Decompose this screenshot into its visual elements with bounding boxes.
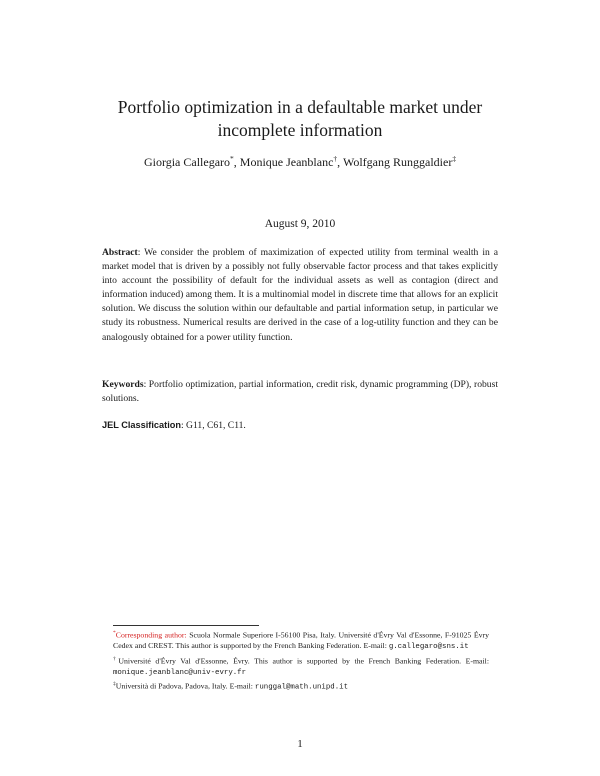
- email-link[interactable]: runggal@math.unipd.it: [254, 683, 349, 692]
- author-footnote-mark[interactable]: †: [333, 154, 338, 163]
- footnotes: [113, 628, 489, 694]
- title-line-2: incomplete information: [217, 120, 383, 140]
- keywords-paragraph: [102, 378, 498, 406]
- footnote-mark: †: [113, 655, 119, 662]
- author-footnote-mark[interactable]: ‡: [452, 154, 457, 163]
- footnote-2: [113, 654, 489, 679]
- jel-text: : G11, C61, C11.: [180, 420, 246, 431]
- jel-label: JEL Classification: [102, 420, 181, 430]
- author-separator: ,: [233, 155, 240, 169]
- abstract-text: : We consider the problem of maximization of expected utility from terminal wealth in a market model that is driven by a possibly not fully observable factor process and that takes explicitly into account the possibility of default for the individual assets as well as contagion (direct and information induced) among them. It is a multinomial model in discrete time that allows for an explicit solution. We discuss the solution within our defaultable and partial information setup, in particular we study its robustness. Numerical results are derived in the case of a log-utility function and they can be analogously obtained for a power utility function.: [102, 247, 498, 343]
- footnote-3: [113, 679, 489, 693]
- jel-paragraph: [102, 418, 498, 433]
- footnote-text: Université d'Évry Val d'Essonne, Évry. This author is supported by the French Banking Federation. E-mail:: [118, 656, 489, 666]
- abstract-label: Abstract: [102, 247, 138, 258]
- author-name: Wolfgang Runggaldier: [342, 155, 453, 169]
- paper-date: August 9, 2010: [264, 218, 336, 230]
- page-number: 1: [297, 738, 303, 750]
- footnote-text: Scuola Normale Superiore I-56100 Pisa, Italy. Université d'Évry Val d'Essonne, F-91025 Évry Cedex and CREST. This author is supported by the French Banking Federation. E-mail:: [113, 630, 489, 651]
- keywords-label: Keywords: [102, 379, 144, 390]
- author-footnote-mark[interactable]: *: [230, 154, 234, 163]
- email-link[interactable]: g.callegaro@sns.it: [388, 643, 469, 652]
- author-list: [60, 154, 540, 170]
- footnote-mark: *: [113, 630, 116, 636]
- abstract-paragraph: [102, 246, 498, 345]
- footnote-text: Università di Padova, Padova, Italy. E-mail:: [115, 681, 255, 691]
- paper-title: [90, 96, 510, 142]
- title-line-1: Portfolio optimization in a defaultable market under: [117, 97, 483, 117]
- author-name: Giorgia Callegaro: [143, 155, 231, 169]
- keywords-text: : Portfolio optimization, partial information, credit risk, dynamic programming (DP), robust solutions.: [102, 379, 498, 405]
- author-separator: ,: [337, 155, 343, 169]
- author-name: Monique Jeanblanc: [239, 155, 334, 169]
- footnote-divider: [113, 625, 259, 626]
- email-link[interactable]: monique.jeanblanc@univ-evry.fr: [113, 669, 247, 678]
- corresponding-author-link[interactable]: Corresponding author:: [115, 630, 187, 640]
- footnote-mark: ‡: [113, 681, 116, 688]
- footnote-1: [113, 628, 489, 653]
